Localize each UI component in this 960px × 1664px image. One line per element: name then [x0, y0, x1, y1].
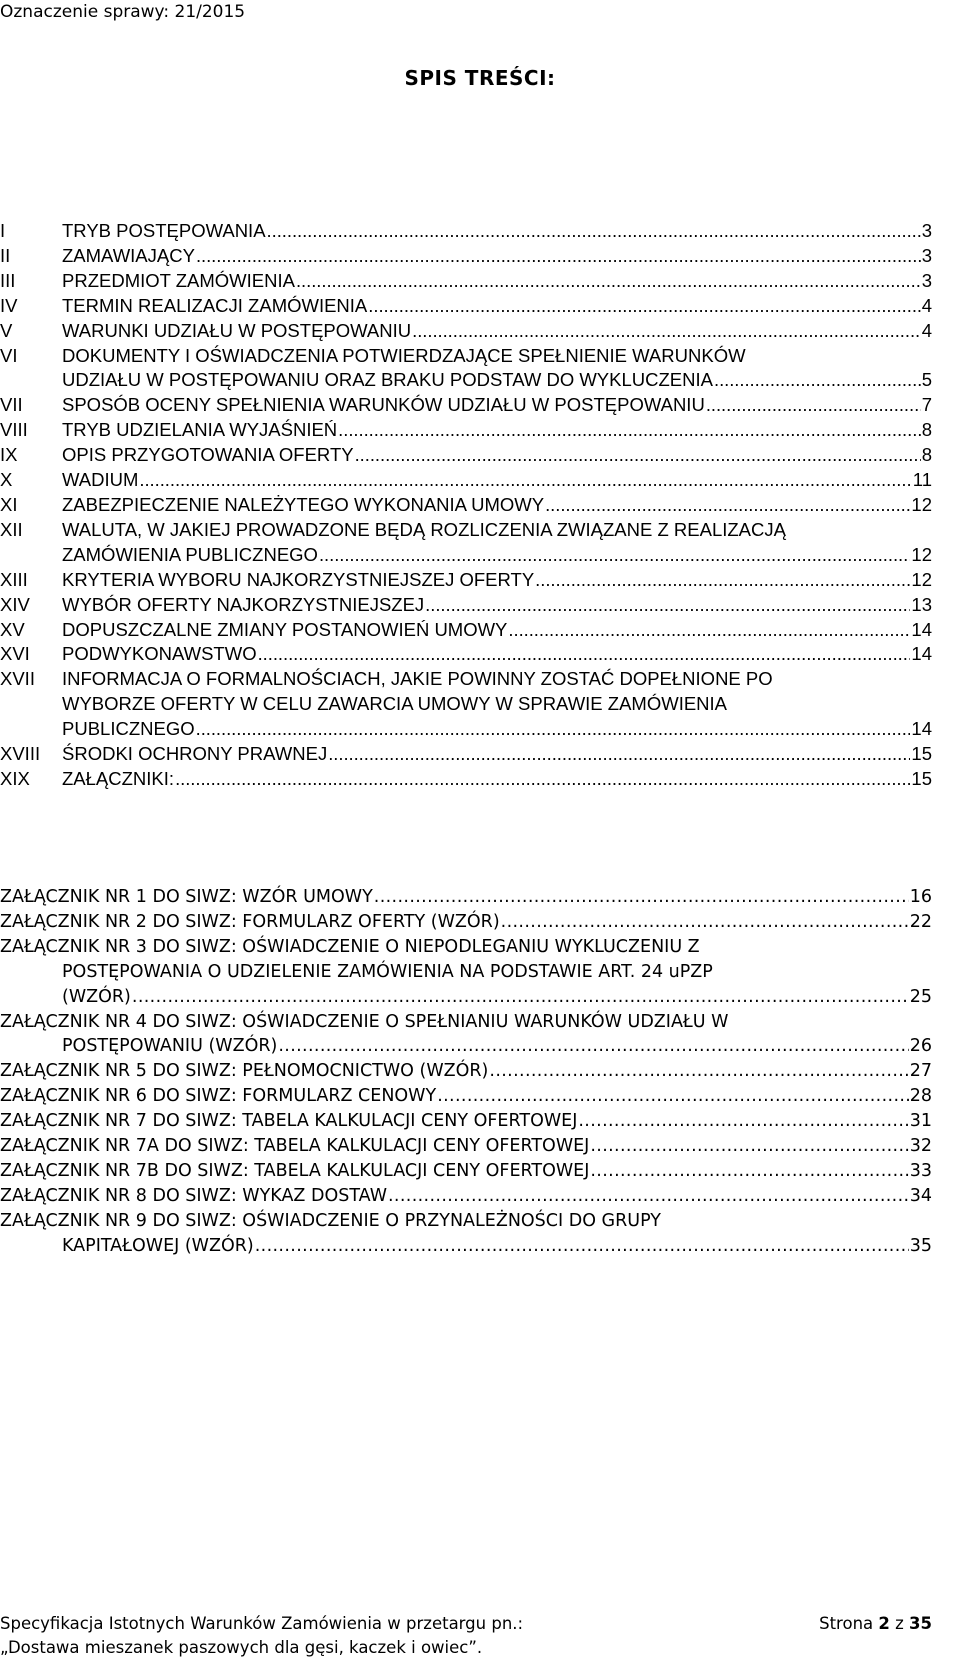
toc-leader-dots: [328, 742, 910, 767]
toc-page-number: 7: [921, 394, 932, 416]
toc-page-number: 14: [911, 618, 932, 640]
toc-entry-text: ZAŁĄCZNIK NR 3 DO SIWZ: OŚWIADCZENIE O NIEPODLEGANIU WYKLUCZENIU Z: [0, 936, 700, 957]
toc-entry-line: [62, 418, 932, 443]
toc-entry-text: ZAŁĄCZNIK NR 1 DO SIWZ: WZÓR UMOWY: [0, 887, 373, 907]
toc-leader-dots: [706, 393, 921, 418]
toc-entry-text: ZAŁĄCZNIK NR 6 DO SIWZ: FORMULARZ CENOWY: [0, 1086, 437, 1107]
toc-entry-text: ZAŁĄCZNIK NR 7A DO SIWZ: TABELA KALKULACJI CENY OFERTOWEJ: [0, 1136, 590, 1157]
toc-leader-dots: [489, 1059, 908, 1084]
toc-entry-line: [0, 960, 932, 985]
toc-leader-dots: [535, 568, 910, 593]
toc-entry-body: [62, 642, 932, 667]
toc-entry-text: ZAŁĄCZNIK NR 8 DO SIWZ: WYKAZ DOSTAW: [0, 1185, 387, 1206]
toc-entry-body: [62, 742, 932, 767]
toc-entry[interactable]: [0, 642, 932, 667]
toc-entry-text: ZAŁĄCZNIK NR 5 DO SIWZ: PEŁNOMOCNICTWO (WZÓR): [0, 1061, 489, 1082]
toc-leader-dots: [139, 468, 911, 493]
toc-section-number: XVI: [0, 643, 30, 665]
toc-entry-text: OPIS PRZYGOTOWANIA OFERTY: [62, 444, 354, 466]
toc-leader-dots: [545, 493, 910, 518]
toc-entry-body: [62, 767, 932, 792]
page-footer: [0, 1612, 932, 1660]
toc-page-number: 34: [909, 1185, 932, 1206]
toc-entry[interactable]: [0, 244, 932, 269]
toc-entry-line: [62, 468, 932, 493]
toc-entry-text: ZAŁĄCZNIKI:: [62, 767, 175, 789]
toc-entry[interactable]: [0, 443, 932, 468]
toc-entry-line: [62, 717, 932, 742]
toc-page-number: 15: [911, 767, 932, 789]
toc-entry-line: [62, 269, 932, 294]
footer-document-name: Specyfikacja Istotnych Warunków Zamówienia w przetargu pn.:: [0, 1614, 524, 1633]
toc-section-number: X: [0, 469, 13, 491]
toc-section-number: XIV: [0, 593, 30, 615]
toc-entry-text: ZAŁĄCZNIK NR 4 DO SIWZ: OŚWIADCZENIE O SPEŁNIANIU WARUNKÓW UDZIAŁU W: [0, 1011, 729, 1032]
toc-section-number: IX: [0, 444, 18, 466]
toc-annex-entry[interactable]: [0, 1059, 932, 1084]
toc-entry-body: [62, 568, 932, 593]
toc-leader-dots: [508, 618, 910, 643]
toc-entry-text: SPOSÓB OCENY SPEŁNIENIA WARUNKÓW UDZIAŁU W POSTĘPOWANIU: [62, 394, 705, 416]
footer-page-number: [819, 1612, 932, 1636]
toc-entry-text: TRYB POSTĘPOWANIA: [62, 220, 266, 241]
toc-leader-dots: [501, 910, 909, 935]
toc-section-number: III: [0, 269, 16, 291]
toc-entry-body: [62, 269, 932, 294]
toc-page-number: 3: [921, 269, 932, 291]
toc-leader-dots: [278, 1034, 908, 1059]
toc-entry-text: POSTĘPOWANIU (WZÓR): [62, 1036, 278, 1057]
toc-page-number: 4: [921, 294, 932, 316]
toc-entry-line: [62, 618, 932, 643]
toc-entry-text: WALUTA, W JAKIEJ PROWADZONE BĘDĄ ROZLICZENIA ZWIĄZANE Z REALIZACJĄ: [62, 518, 786, 540]
toc-entry-line: [62, 568, 932, 593]
toc-entry-body: [62, 294, 932, 319]
toc-page-number: 13: [911, 593, 932, 615]
toc-leader-dots: [412, 319, 921, 344]
toc-section-number: II: [0, 244, 11, 266]
toc-annex-entry[interactable]: [0, 1184, 932, 1209]
toc-leader-dots: [319, 543, 910, 568]
toc-leader-dots: [175, 767, 910, 792]
toc-entry-text: WYBÓR OFERTY NAJKORZYSTNIEJSZEJ: [62, 593, 425, 615]
toc-leader-dots: [338, 418, 921, 443]
toc-entry[interactable]: [0, 518, 932, 568]
toc-page-number: 8: [921, 444, 932, 466]
toc-entry-text: TRYB UDZIELANIA WYJAŚNIEŃ: [62, 419, 338, 441]
toc-entry-line: [62, 518, 932, 543]
toc-entry-text: PODWYKONAWSTWO: [62, 643, 257, 665]
toc-leader-dots: [255, 1234, 909, 1259]
toc-entry-line: [62, 443, 932, 468]
toc-entry-line: [62, 692, 932, 717]
toc-leader-dots: [355, 443, 921, 468]
toc-entry-line: [0, 1109, 932, 1134]
toc-annex-entry[interactable]: [0, 1084, 932, 1109]
toc-sections-list: [0, 219, 932, 792]
toc-page-number: 4: [921, 319, 932, 341]
toc-page-number: 26: [909, 1036, 932, 1057]
toc-entry-line: [0, 1010, 932, 1035]
toc-entry-body: [62, 468, 932, 493]
toc-section-number: VI: [0, 344, 18, 366]
toc-entry-text: KRYTERIA WYBORU NAJKORZYSTNIEJSZEJ OFERTY: [62, 568, 535, 590]
toc-page-number: 12: [911, 543, 932, 565]
toc-page-number: 14: [911, 718, 932, 740]
footer-tender-title: „Dostawa mieszanek paszowych dla gęsi, kaczek i owiec”.: [0, 1638, 483, 1657]
toc-annex-entry[interactable]: [0, 885, 932, 910]
toc-entry[interactable]: [0, 742, 932, 767]
toc-entry-body: [62, 344, 932, 394]
toc-entry-line: [0, 935, 932, 960]
toc-page-number: 8: [921, 419, 932, 441]
toc-entry-line: [0, 1059, 932, 1084]
toc-section-number: IV: [0, 294, 18, 316]
toc-page-number: 35: [909, 1235, 932, 1256]
footer-page-separator: z: [889, 1614, 910, 1633]
toc-entry-line: [62, 543, 932, 568]
toc-entry-text: ŚRODKI OCHRONY PRAWNEJ: [62, 743, 328, 765]
toc-leader-dots: [258, 642, 911, 667]
toc-leader-dots: [425, 593, 910, 618]
case-reference: Oznaczenie sprawy: 21/2015: [0, 2, 246, 22]
toc-page-number: 22: [909, 911, 932, 932]
toc-entry-line: [62, 244, 932, 269]
toc-entry-text: WADIUM: [62, 469, 139, 491]
toc-section-number: I: [0, 220, 6, 241]
toc-entry-body: [62, 393, 932, 418]
toc-entry-text: UDZIAŁU W POSTĘPOWANIU ORAZ BRAKU PODSTAW DO WYKLUCZENIA: [62, 369, 713, 391]
toc-entry-line: [62, 593, 932, 618]
toc-annex-entry[interactable]: [0, 910, 932, 935]
toc-title: SPIS TREŚCI:: [404, 66, 556, 90]
toc-page-number: 5: [921, 369, 932, 391]
toc-annex-entry[interactable]: [0, 1109, 932, 1134]
toc-entry-line: [62, 294, 932, 319]
toc-entry[interactable]: [0, 468, 932, 493]
toc-entry[interactable]: [0, 618, 932, 643]
toc-entry-body: [62, 443, 932, 468]
toc-entry-text: WYBORZE OFERTY W CELU ZAWARCIA UMOWY W SPRAWIE ZAMÓWIENIA: [62, 693, 728, 715]
toc-leader-dots: [196, 717, 911, 742]
toc-section-number: XVII: [0, 668, 35, 690]
toc-entry-line: [62, 368, 932, 393]
toc-page-number: 16: [909, 887, 932, 907]
toc-entry[interactable]: [0, 593, 932, 618]
toc-annex-entry[interactable]: [0, 1159, 932, 1184]
toc-page-number: 11: [912, 469, 932, 491]
toc-entry-line: [0, 1234, 932, 1259]
toc-entry-line: [62, 393, 932, 418]
toc-annex-entry[interactable]: [0, 1209, 932, 1259]
toc-entry-text: WARUNKI UDZIAŁU W POSTĘPOWANIU: [62, 319, 412, 341]
toc-page-number: 27: [909, 1061, 932, 1082]
toc-entry[interactable]: [0, 219, 932, 244]
toc-entry[interactable]: [0, 493, 932, 518]
toc-section-number: XV: [0, 618, 25, 640]
toc-entry-body: [62, 593, 932, 618]
toc-entry-line: [0, 885, 932, 910]
toc-entry-line: [0, 1084, 932, 1109]
toc-entry-line: [0, 1209, 932, 1234]
toc-entry-body: [62, 618, 932, 643]
toc-annexes-list: [0, 885, 932, 1259]
toc-entry-line: [62, 319, 932, 344]
toc-entry[interactable]: [0, 294, 932, 319]
toc-page-number: 31: [909, 1111, 932, 1132]
toc-entry[interactable]: [0, 344, 932, 394]
toc-leader-dots: [267, 219, 921, 244]
toc-section-number: XVIII: [0, 743, 41, 765]
toc-entry-text: PRZEDMIOT ZAMÓWIENIA: [62, 269, 295, 291]
toc-leader-dots: [590, 1134, 908, 1159]
toc-leader-dots: [296, 269, 921, 294]
toc-section-number: XIII: [0, 568, 28, 590]
toc-entry-text: ZAŁĄCZNIK NR 7B DO SIWZ: TABELA KALKULACJI CENY OFERTOWEJ: [0, 1160, 590, 1181]
toc-section-number: VIII: [0, 419, 28, 441]
toc-page-number: 12: [911, 568, 932, 590]
toc-annex-entry[interactable]: [0, 935, 932, 1010]
toc-entry-line: [0, 1134, 932, 1159]
toc-entry-line: [0, 1034, 932, 1059]
toc-entry[interactable]: [0, 568, 932, 593]
toc-entry-line: [62, 642, 932, 667]
toc-entry-line: [62, 219, 932, 244]
toc-entry-line: [62, 344, 932, 369]
footer-page-total: 35: [909, 1614, 932, 1633]
toc-entry-line: [62, 742, 932, 767]
toc-leader-dots: [714, 368, 921, 393]
toc-entry[interactable]: [0, 269, 932, 294]
toc-leader-dots: [368, 294, 920, 319]
toc-entry-body: [62, 493, 932, 518]
toc-entry-text: INFORMACJA O FORMALNOŚCIACH, JAKIE POWINNY ZOSTAĆ DOPEŁNIONE PO: [62, 668, 773, 690]
toc-entry-text: PUBLICZNEGO: [62, 718, 195, 740]
toc-entry-line: [62, 767, 932, 792]
toc-entry-text: ZAŁĄCZNIK NR 7 DO SIWZ: TABELA KALKULACJI CENY OFERTOWEJ: [0, 1111, 578, 1132]
toc-page-number: 33: [909, 1160, 932, 1181]
footer-page-prefix: Strona: [819, 1614, 879, 1633]
toc-entry-body: [62, 219, 932, 244]
toc-entry-line: [62, 493, 932, 518]
toc-leader-dots: [437, 1084, 909, 1109]
toc-entry[interactable]: [0, 418, 932, 443]
toc-entry-text: ZAMAWIAJĄCY: [62, 244, 195, 266]
toc-section-number: XIX: [0, 767, 30, 789]
toc-annex-entry[interactable]: [0, 1134, 932, 1159]
footer-page-current: 2: [878, 1614, 890, 1633]
toc-section-number: XII: [0, 518, 23, 540]
toc-entry-text: ZAMÓWIENIA PUBLICZNEGO: [62, 543, 318, 565]
toc-entry-text: (WZÓR): [62, 986, 131, 1007]
toc-entry-body: [62, 418, 932, 443]
toc-entry-text: ZAŁĄCZNIK NR 2 DO SIWZ: FORMULARZ OFERTY (WZÓR): [0, 911, 500, 932]
toc-page-number: 3: [921, 220, 932, 241]
toc-entry-line: [0, 1184, 932, 1209]
toc-entry-line: [0, 910, 932, 935]
toc-entry-line: [0, 1159, 932, 1184]
toc-page-number: 32: [909, 1136, 932, 1157]
toc-entry[interactable]: [0, 393, 932, 418]
toc-entry-body: [62, 518, 932, 568]
toc-entry-line: [62, 667, 932, 692]
toc-section-number: VII: [0, 394, 23, 416]
toc-entry-text: POSTĘPOWANIA O UDZIELENIE ZAMÓWIENIA NA PODSTAWIE ART. 24 uPZP: [62, 961, 713, 982]
toc-section-number: V: [0, 319, 13, 341]
toc-entry-line: [0, 985, 932, 1010]
toc-leader-dots: [196, 244, 921, 269]
toc-page-number: 15: [911, 743, 932, 765]
toc-leader-dots: [132, 985, 909, 1010]
toc-entry-text: DOKUMENTY I OŚWIADCZENIA POTWIERDZAJĄCE SPEŁNIENIE WARUNKÓW: [62, 344, 746, 366]
toc-entry-body: [62, 244, 932, 269]
toc-entry-text: TERMIN REALIZACJI ZAMÓWIENIA: [62, 294, 368, 316]
toc-leader-dots: [590, 1159, 908, 1184]
toc-entry-body: [62, 667, 932, 742]
toc-entry[interactable]: [0, 767, 932, 792]
toc-leader-dots: [388, 1184, 909, 1209]
toc-page-number: 25: [909, 986, 932, 1007]
toc-entry-text: ZABEZPIECZENIE NALEŻYTEGO WYKONANIA UMOWY: [62, 493, 545, 515]
toc-leader-dots: [374, 885, 909, 910]
toc-page-number: 12: [911, 493, 932, 515]
toc-entry[interactable]: [0, 319, 932, 344]
toc-entry-text: KAPITAŁOWEJ (WZÓR): [62, 1235, 254, 1256]
toc-page-number: 14: [911, 643, 932, 665]
toc-page-number: 3: [921, 244, 932, 266]
toc-entry[interactable]: [0, 667, 932, 742]
toc-entry-body: [62, 319, 932, 344]
toc-section-number: XI: [0, 493, 18, 515]
toc-page-number: 28: [909, 1086, 932, 1107]
toc-leader-dots: [578, 1109, 908, 1134]
toc-annex-entry[interactable]: [0, 1010, 932, 1060]
toc-entry-text: DOPUSZCZALNE ZMIANY POSTANOWIEŃ UMOWY: [62, 618, 508, 640]
toc-entry-text: ZAŁĄCZNIK NR 9 DO SIWZ: OŚWIADCZENIE O PRZYNALEŻNOŚCI DO GRUPY: [0, 1210, 661, 1231]
